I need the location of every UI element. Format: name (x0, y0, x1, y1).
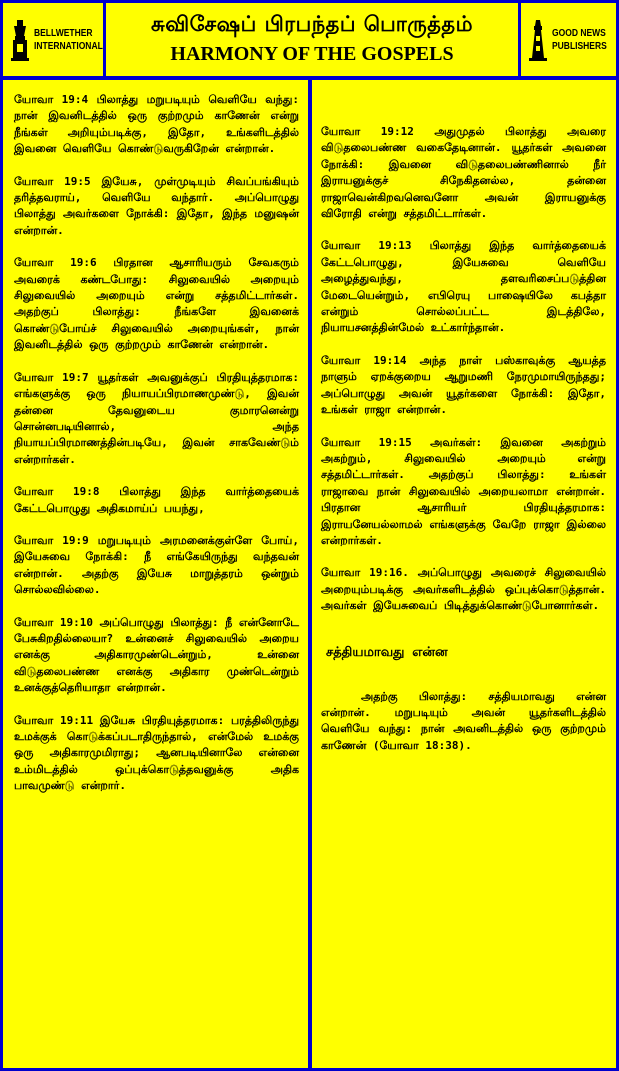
left-column (3, 80, 308, 1068)
verse-paragraph: யோவா 19:4 பிலாத்து மறுபடியும் வெளியே வந்து: நான் இவனிடத்தில் ஒரு குற்றமும் காணேன் என்று நீங்கள் அறியும்படிக்கு, இதோ, உங்களிடத்தில் இவனை வெளியே கொண்டுவருகிறேன் என்றான். (14, 93, 299, 156)
logo-line: GOOD NEWS (552, 27, 606, 39)
good-news-logo-text (552, 27, 607, 53)
good-news-logo (521, 3, 616, 76)
section-heading: சத்தியமாவது என்ன (326, 644, 448, 660)
lighthouse-icon (527, 18, 549, 62)
verse-paragraph: யோவா 19:16. அப்பொழுது அவரைச் சிலுவையில் அறையும்படிக்கு அவர்களிடத்தில் ஒப்புக்கொடுத்தான். அவர்கள் இயேசுவைப் பிடித்துக்கொண்டுபோனார்கள். (321, 566, 606, 613)
verse-paragraph: யோவா 19:8 பிலாத்து இந்த வார்த்தையைக் கேட்டபொழுது அதிகமாய்ப் பயந்து, (14, 485, 299, 515)
verse-paragraph: யோவா 19:11 இயேசு பிரதியுத்தரமாக: பரத்திலிருந்து உமக்குக் கொடுக்கப்படாதிருந்தால், என்மேல் உமக்கு ஒரு அதிகாரமுமிராது; ஆனபடியினாலே என்னை உம்மிடத்தில் ஒப்புக்கொடுத்தவனுக்கு அதிக பாவமுண்டு என்றார். (14, 713, 299, 793)
verse-paragraph: யோவா 19:5 இயேசு, முள்முடியும் சிவப்பங்கியும் தரித்தவராய், வெளியே வந்தார். அப்பொழுது பிலாத்து அவர்களை நோக்கி: இதோ, இந்த மனுஷன் என்றான். (14, 174, 299, 237)
page-title-english: HARMONY OF THE GOSPELS (170, 43, 454, 65)
closing-paragraph: அதற்கு பிலாத்து: சத்தியமாவது என்ன என்றான். மறுபடியும் அவன் யூதர்களிடத்தில் வெளியே வந்து: நான் அவனிடத்தில் ஒரு குற்றமும் காணேன் (யோவா 18:38). (321, 689, 606, 752)
logo-line: BELLWETHER (34, 27, 93, 39)
page-title-tamil: சுவிசேஷப் பிரபந்தப் பொருத்தம் (151, 12, 473, 36)
verse-paragraph: யோவா 19:14 அந்த நாள் பஸ்காவுக்கு ஆயத்த நாளும் ஏறக்குறைய ஆறுமணி நேரமுமாயிருந்தது; அப்பொழுது அவன் யூதர்களை நோக்கி: இதோ, உங்கள் ராஜா என்றான். (321, 353, 606, 417)
bellwether-logo (3, 3, 103, 76)
verse-paragraph: யோவா 19:7 யூதர்கள் அவனுக்குப் பிரதியுத்தரமாக: எங்களுக்கு ஒரு நியாயப்பிரமாணமுண்டு, இவன் தன்னை தேவனுடைய குமாரனென்று சொன்னபடியினால், அந்த நியாயப்பிரமாணத்தின்படியே, இவன் சாகவேண்டும் என்றார்கள். (14, 370, 299, 466)
bell-tower-icon (9, 18, 31, 62)
logo-line: INTERNATIONAL (34, 40, 103, 52)
verse-paragraph: யோவா 19:6 பிரதான ஆசாரியரும் சேவகரும் அவரைக் கண்டபோது: சிலுவையில் அறையும் சிலுவையில் அறையும் என்று சத்தமிட்டார்கள். அதற்குப் பிலாத்து: நீங்களே இவனைக் கொண்டுபோய்ச் சிலுவையில் அறையுங்கள், நான் இவனிடத்தில் ஒரு குற்றமும் காணேன் என்றான். (14, 256, 299, 352)
verse-paragraph: யோவா 19:12 அதுமுதல் பிலாத்து அவரை விடுதலைபண்ண வகைதேடினான். யூதர்கள் அவனை நோக்கி: இவனை விடுதலைபண்ணினால் நீர் இராயனுக்குச் சிநேகிதனல்ல, தன்னை ராஜாவென்கிறவனெவனோ அவன் இராயனுக்கு விரோதி என்று சத்தமிட்டார்கள். (321, 125, 606, 221)
verse-paragraph: யோவா 19:13 பிலாத்து இந்த வார்த்தையைக் கேட்டபொழுது, இயேசுவை வெளியே அழைத்துவந்து, தளவரிசைப்படுத்தின மேடையென்றும், எபிரெயு பாஷையிலே கபத்தா என்றும் சொல்லப்பட்ட இடத்திலே, நியாயசனத்தின்மேல் உட்கார்ந்தான். (321, 239, 606, 335)
verse-paragraph: யோவா 19:10 அப்பொழுது பிலாத்து: நீ என்னோடே பேசுகிறதில்லையா? உன்னைச் சிலுவையில் அறைய எனக்கு அதிகாரமுண்டென்றும், உன்னை விடுதலைபண்ண எனக்கு அதிகார முண்டென்றும் உனக்குத்தெரியாதா என்றான். (14, 615, 300, 695)
right-column (312, 80, 616, 1068)
verse-paragraph: யோவா 19:9 மறுபடியும் அரமனைக்குள்ளே போய், இயேசுவை நோக்கி: நீ எங்கேயிருந்து வந்தவன் என்றான். அதற்கு இயேசு மாறுத்தரம் ஒன்றும் சொல்லவில்லை. (14, 533, 299, 597)
logo-line: PUBLISHERS (552, 40, 607, 52)
header-title (106, 3, 518, 76)
verse-paragraph: யோவா 19:15 அவர்கள்: இவனை அகற்றும் அகற்றும், சிலுவையில் அறையும் என்று சத்தமிட்டார்கள். அதற்குப் பிலாத்து: உங்கள் ராஜாவை நான் சிலுவையில் அறையலாமா என்றான். பிரதான ஆசாரியர் பிரதியுத்தரமாக: இராயனேயல்லாமல் எங்களுக்கு வேறே ராஜா இல்லை என்றார்கள். (321, 435, 606, 547)
bellwether-logo-text (34, 27, 103, 53)
